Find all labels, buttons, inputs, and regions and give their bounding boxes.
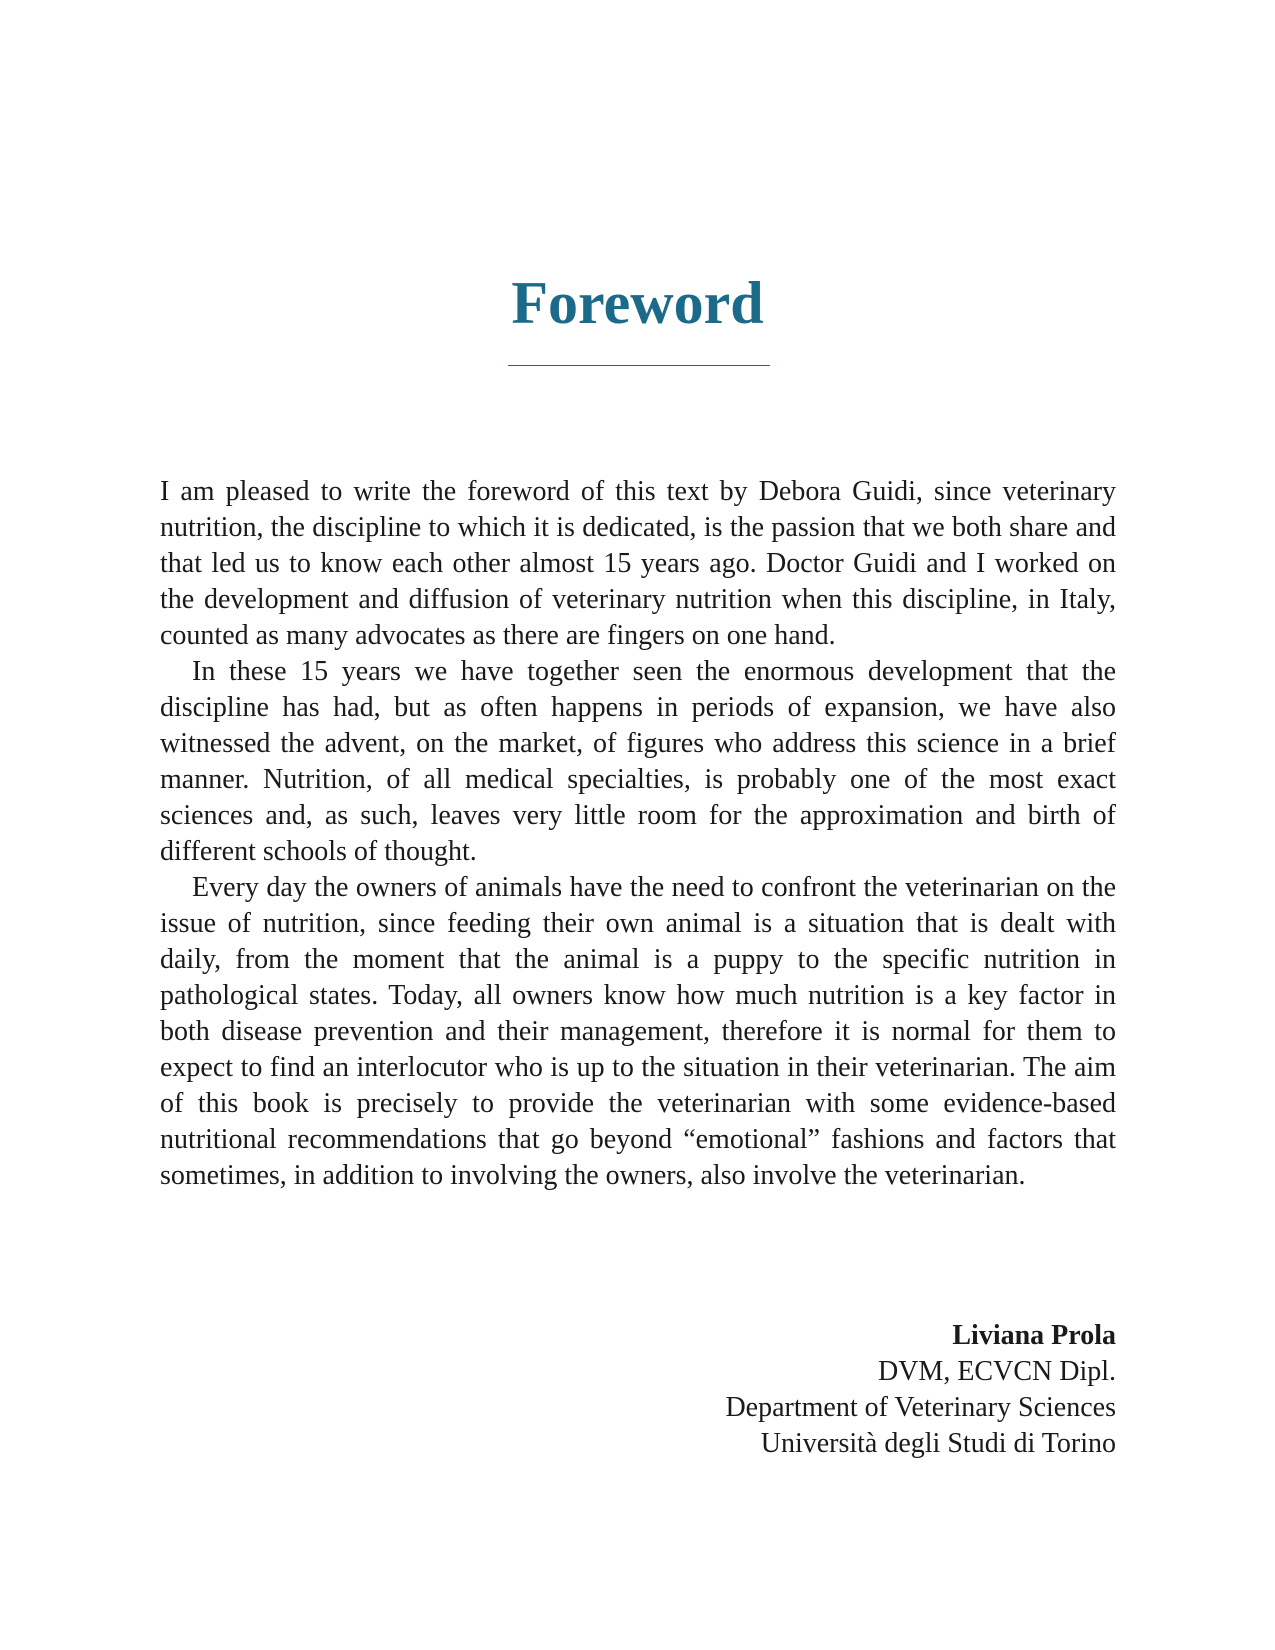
paragraph: Every day the owners of animals have the need to confront the veterinarian on the issue of nutrition, since feeding their own animal is a situation that is dealt with daily, from the moment that the animal is a puppy to the specific nutrition in pathological states. Today, all owners know how much nutrition is a key factor in both disease prevention and their management, therefore it is normal for them to expect to find an interlocutor who is up to the situation in their veterinarian. The aim of this book is precisely to provide the veterinarian with some evidence-based nutritional recommendations that go beyond “emotional” fashions and factors that sometimes, in addition to involving the owners, also involve the veterinarian. [160,872,1116,1191]
signature-block [560,1318,1116,1462]
author-name: Liviana Prola [952,1320,1116,1351]
author-department: Department of Veterinary Sciences [725,1392,1116,1423]
foreword-body [160,474,1116,1194]
paragraph: In these 15 years we have together seen the enormous development that the discipline has had, but as often happens in periods of expansion, we have also witnessed the advent, on the market, of figures who address this science in a brief manner. Nutrition, of all medical specialties, is probably one of the most exact sciences and, as such, leaves very little room for the approximation and birth of different schools of thought. [160,656,1116,867]
page-title: Foreword [511,270,764,336]
author-institution: Università degli Studi di Torino [760,1428,1116,1459]
author-credentials: DVM, ECVCN Dipl. [877,1356,1116,1387]
title-underline [508,365,770,366]
paragraph: I am pleased to write the foreword of this text by Debora Guidi, since veterinary nutrition, the discipline to which it is dedicated, is the passion that we both share and that led us to know each other almost 15 years ago. Doctor Guidi and I worked on the development and diffusion of veterinary nutrition when this discipline, in Italy, counted as many advocates as there are fingers on one hand. [160,476,1116,651]
